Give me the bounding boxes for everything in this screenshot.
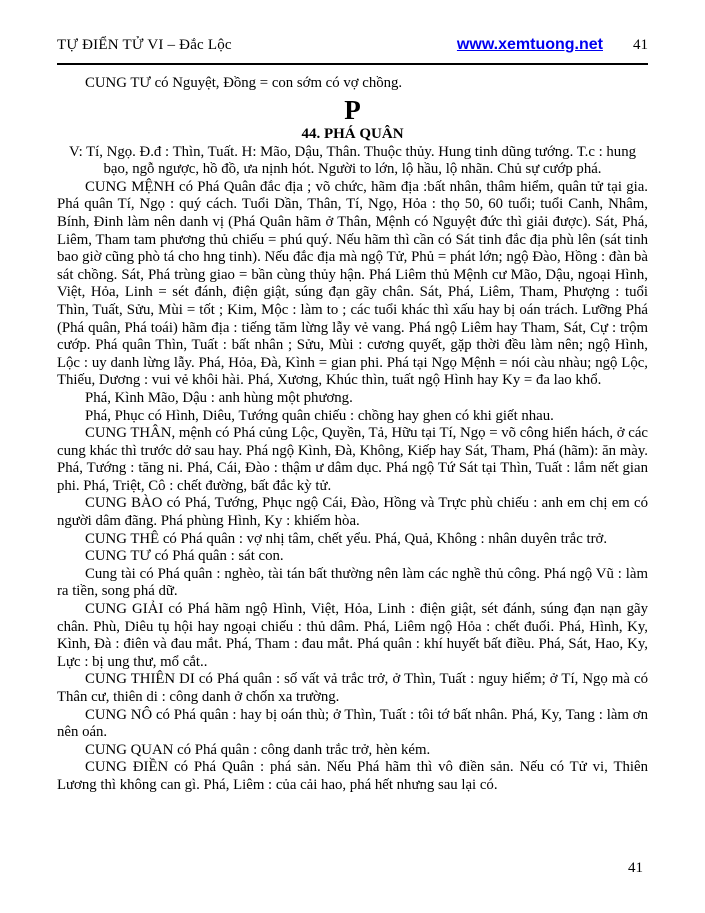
paragraph-cung-tai: Cung tài có Phá quân : nghèo, tài tán bất thường nên làm các nghề thủ công. Phá ngộ Vũ : làm ra tiền, song phá dữ. <box>57 565 648 600</box>
header-page-number: 41 <box>633 37 648 53</box>
page-header <box>57 36 648 54</box>
paragraph-pha-phuc: Phá, Phục có Hình, Diêu, Tướng quân chiếu : chồng hay ghen có khi giết nhau. <box>85 407 554 424</box>
paragraph-cung-dien: CUNG ĐIỀN có Phá Quân : phá sản. Nếu Phá hãm thì vô điền sản. Nếu có Tử vi, Thiên Lương thì không can gì. Phá, Liêm : của cải hao, phá hết nhưng sau lại có. <box>57 759 648 793</box>
section-letter: P <box>344 94 361 125</box>
paragraph-cung-quan: CUNG QUAN có Phá quân : công danh trắc trở, hèn kém. <box>85 741 431 758</box>
header-right-group <box>457 36 648 54</box>
section-heading: 44. PHÁ QUÂN <box>301 125 404 142</box>
paragraph-cung-giai: CUNG GIẢI có Phá hãm ngộ Hình, Việt, Hỏa, Linh : điện giật, sét đánh, súng đạn nạn gãy chân. Phù, Diêu tụ hội hay ngoại chiếu : thủ dâm. Phá, Liêm ngộ Hỏa : chết đuối. Phá, Hình, Ky, Kình, Đà : điên và đau mắt. Phá, Tham : đau mắt. Phá quân : khí huyết bất điều. Phá, Sát, Hao, Ky, Lực : bị ung thư, mổ cắt.. <box>57 601 648 670</box>
header-title: TỰ ĐIỂN TỬ VI – Đắc Lộc <box>57 37 232 53</box>
website-link[interactable]: www.xemtuong.net <box>456 36 603 53</box>
paragraph-pha-kinh: Phá, Kình Mão, Dậu : anh hùng một phương. <box>85 389 353 406</box>
paragraph-cung-than: CUNG THÂN, mệnh có Phá củng Lộc, Quyền, Tả, Hữu tại Tí, Ngọ = võ công hiển hách, ở các cung khác thì trước dở sau hay. Phá ngộ Kình, Đà, Không, Kiếp hay Sát, Tham, Phá (hãm): ăn mày. Phá, Tướng : tăng ni. Phá, Cái, Đào : thậm ư dâm dục. Phá ngộ Tứ Sát tại Thìn, Tuất : lắm nết gian phi. Phá, Triệt, Cô : chết đường, bất đắc kỳ tử. <box>57 425 648 494</box>
header-rule <box>57 63 648 65</box>
paragraph-cung-the: CUNG THÊ có Phá quân : vợ nhị tâm, chết yểu. Phá, Quả, Không : nhân duyên trắc trở. <box>85 530 608 547</box>
paragraph-cung-bao: CUNG BÀO có Phá, Tướng, Phục ngộ Cái, Đào, Hồng và Trực phù chiếu : anh em chị em có người dâm đãng. Phá phùng Hình, Ky : khiếm hòa. <box>57 495 648 530</box>
paragraph-cung-thien-di: CUNG THIÊN DI có Phá quân : số vất vả trắc trở, ở Thìn, Tuất : nguy hiểm; ở Tí, Ngọ mà có Thân cư, thiên di : công danh ở chốn xa trường. <box>57 671 648 705</box>
paragraph-cung-tu: CUNG TƯ có Phá quân : sát con. <box>85 548 284 565</box>
document-body <box>57 75 648 795</box>
paragraph-overview: V: Tí, Ngọ. Đ.đ : Thìn, Tuất. H: Mão, Dậu, Thân. Thuộc thủy. Hung tinh dũng tướng. T.c : hung bạo, ngỗ ngược, hồ đồ, ưa nịnh hót. Người to lớn, lộ hầu, lộ nhãn. Chủ sự cướp phá. <box>68 143 637 178</box>
footer-page-number: 41 <box>628 860 643 876</box>
paragraph-cung-menh: CUNG MỆNH có Phá Quân đắc địa ; võ chức, hãm địa :bất nhân, thâm hiểm, quân tử tại gia. Phá quân Tí, Ngọ : quý cách. Tuổi Dần, Thân, Tí, Ngọ, Hỏa : thọ 50, 60 tuổi; tuổi Canh, Nhâm, Bính, Đinh làm nên danh vị (Phá Quân hãm ở Thân, Mệnh có Nguyệt đức thì giải được). Sát, Phá, Liêm, Tham tam phương thủ chiếu = phú quý. Nếu hãm thì cần có Sát tinh đắc địa phù lên (sát tinh bao giờ cũng phò tá cho hng tinh). Nếu đắc địa mà ngộ Tử, Phủ = phát lớn; ngộ Đào, Hồng : đàn bà sát chồng. Sát, Phá trùng giao = bần cùng thủy hận. Phá Liêm thủ Mệnh cư Mão, Dậu, ngoại Hình, Việt, Hỏa, Linh = sét đánh, điện giật, súng đạn gãy chân. Sát, Phá, Liêm, Tham, Phượng : tuổi Thìn, Tuất, Sửu, Mùi = tốt ; Kim, Mộc : làm to ; các tuổi khác thì xấu hay bị oán trách. Lưỡng Phá (Phá quân, Phá toái) hãm địa : tiếng tăm lừng lẫy vẻ vang. Phá ngộ Liêm hay Tham, Sát, Cự : trộm cướp. Phá quân Thìn, Tuất : bất nhân ; Sửu, Mùi : cương quyết, gặp thời đều làm nên; ngộ Hình, Lộc : uy danh lừng lẫy. Phá, Hỏa, Đà, Kình = gian phi. Phá tại Ngọ Mệnh = nói càu nhàu; ngộ Lộc, Thiếu, Dương : vui vẻ khôi hài. Phá, Xương, Khúc thìn, tuất ngộ Hình hay Ky = đa lao khổ. <box>57 178 648 389</box>
paragraph-cung-tu-intro: CUNG TƯ có Nguyệt, Đồng = con sớm có vợ chồng. <box>85 75 403 91</box>
paragraph-cung-no: CUNG NÔ có Phá quân : hay bị oán thù; ở Thìn, Tuất : tôi tớ bất nhân. Phá, Ky, Tang : làm ơn nên oán. <box>57 706 648 741</box>
